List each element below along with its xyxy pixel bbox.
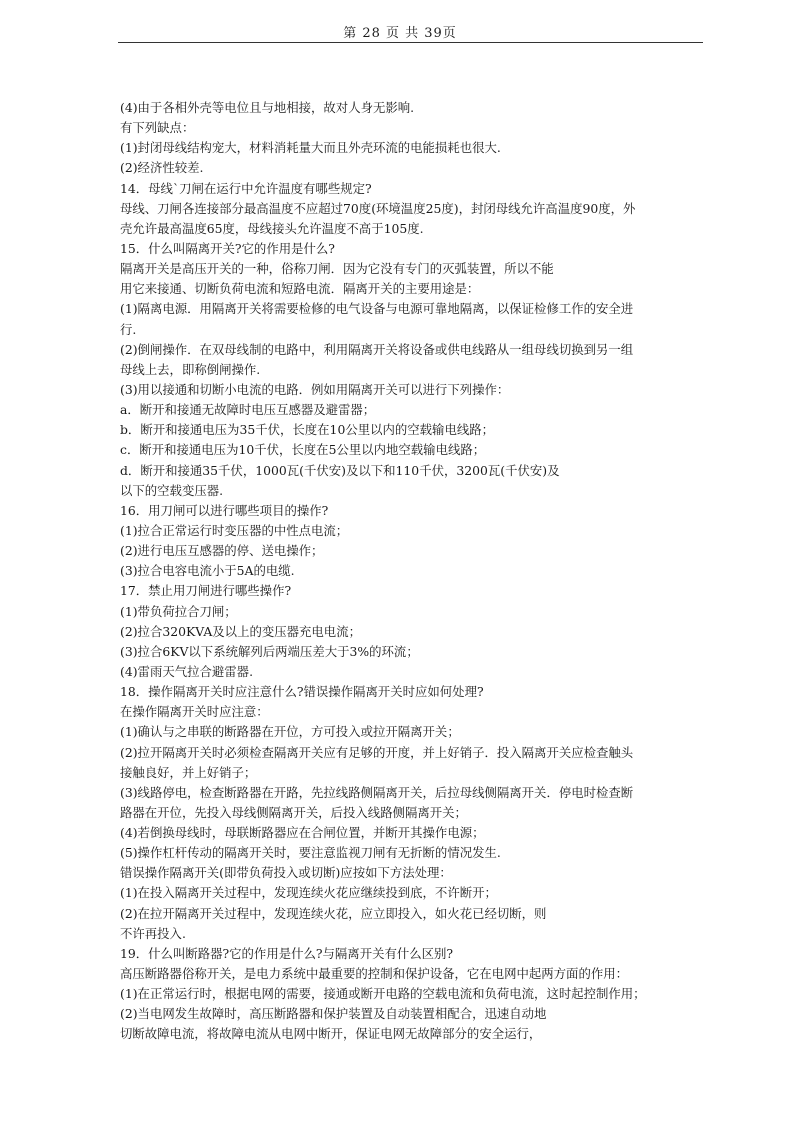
text-line: 有下列缺点： xyxy=(120,120,195,136)
text-line: 行. xyxy=(120,321,137,337)
text-line: (1)在正常运行时，根据电网的需要，接通或断开电路的空载电流和负荷电流，这时起控制作用； xyxy=(120,986,646,1002)
text-line: (2)在拉开隔离开关过程中，发现连续火花，应立即投入，如火花已经切断，则 xyxy=(120,905,547,921)
text-line: 接触良好，并上好销子； xyxy=(120,764,257,780)
question-heading: 17．禁止用刀闸进行哪些操作? xyxy=(120,583,292,599)
text-line: 在操作隔离开关时应注意： xyxy=(120,704,269,720)
text-line: (3)拉合6KV以下系统解列后两端压差大于3%的环流； xyxy=(120,643,419,659)
text-line: 用它来接通、切断负荷电流和短路电流．隔离开关的主要用途是： xyxy=(120,281,480,297)
text-line: (4)由于各相外壳等电位且与地相接，故对人身无影响. xyxy=(120,100,415,115)
text-line: (2)拉开隔离开关时必须检查隔离开关应有足够的开度，并上好销子．投入隔离开关应检查触头 xyxy=(120,744,634,760)
header-divider xyxy=(118,42,703,43)
text-line: 以下的空载变压器. xyxy=(120,482,224,498)
text-line: (1)确认与之串联的断路器在开位，方可投入或拉开隔离开关； xyxy=(120,724,460,740)
text-line: (3)拉合电容电流小于5A的电缆. xyxy=(120,563,295,579)
text-line: (2)进行电压互感器的停、送电操作； xyxy=(120,543,324,559)
text-line: (1)封闭母线结构宠大，材料消耗量大而且外壳环流的电能损耗也很大. xyxy=(120,140,501,156)
page-number-header: 第 28 页 共 39页 xyxy=(343,26,457,41)
text-line: 不许再投入. xyxy=(120,925,186,941)
document-body xyxy=(120,98,720,1045)
question-heading: 14．母线`刀闸在运行中允许温度有哪些规定? xyxy=(120,180,372,196)
text-line: (5)操作杠杆传动的隔离开关时，要注意监视刀闸有无折断的情况发生. xyxy=(120,845,501,861)
text-line: (3)线路停电，检查断路器在开路，先拉线路侧隔离开关，后拉母线侧隔离开关．停电时检查断 xyxy=(120,784,634,800)
text-line: a．断开和接通无故障时电压互感器及避雷器； xyxy=(120,402,376,418)
question-heading: 16．用刀闸可以进行哪些项目的操作? xyxy=(120,502,329,518)
text-line: (2)倒闸操作．在双母线制的电路中，利用隔离开关将设备或供电线路从一组母线切换到另一组 xyxy=(120,341,634,357)
text-line: 高压断路器俗称开关，是电力系统中最重要的控制和保护设备，它在电网中起两方面的作用： xyxy=(120,966,629,982)
text-line: (4)雷雨天气拉合避雷器. xyxy=(120,663,254,679)
question-heading: 18．操作隔离开关时应注意什么?错误操作隔离开关时应如何处理? xyxy=(120,684,484,700)
text-line: (1)拉合正常运行时变压器的中性点电流； xyxy=(120,522,349,538)
text-line: (2)拉合320KVA及以上的变压器充电电流； xyxy=(120,623,361,639)
text-line: 错误操作隔离开关(即带负荷投入或切断)应按如下方法处理： xyxy=(120,865,452,881)
text-line: 壳允许最高温度65度，母线接头允许温度不高于105度. xyxy=(120,220,424,236)
text-line: (2)经济性较差. xyxy=(120,160,204,176)
text-line: (1)在投入隔离开关过程中，发现连续火花应继续投到底，不许断开； xyxy=(120,885,497,901)
text-line: 母线、刀闸各连接部分最高温度不应超过70度(环境温度25度)，封闭母线允许高温度90度，外 xyxy=(120,200,636,216)
text-line: d．断开和接通35千伏，1000瓦(千伏安)及以下和110千伏，3200瓦(千伏安)及 xyxy=(120,462,560,478)
text-line: 母线上去，即称倒闸操作. xyxy=(120,361,261,377)
text-line: c．断开和接通电压为10千伏，长度在5公里以内地空载输电线路； xyxy=(120,442,486,458)
text-line: b．断开和接通电压为35千伏，长度在10公里以内的空载输电线路； xyxy=(120,422,495,438)
text-line: 切断故障电流，将故障电流从电网中断开，保证电网无故障部分的安全运行， xyxy=(120,1026,542,1042)
text-line: (1)隔离电源．用隔离开关将需要检修的电气设备与电源可靠地隔离，以保证检修工作的安全进 xyxy=(120,301,634,317)
text-line: (3)用以接通和切断小电流的电路．例如用隔离开关可以进行下列操作： xyxy=(120,381,510,397)
question-heading: 19．什么叫断路器?它的作用是什么?与隔离开关有什么区别? xyxy=(120,945,454,961)
text-line: (2)当电网发生故障时，高压断路器和保护装置及自动装置相配合，迅速自动地 xyxy=(120,1006,547,1022)
text-line: (1)带负荷拉合刀闸； xyxy=(120,603,237,619)
text-line: 隔离开关是高压开关的一种，俗称刀闸．因为它没有专门的灭弧装置，所以不能 xyxy=(120,261,554,277)
text-line: (4)若倒换母线时，母联断路器应在合闸位置，并断开其操作电源； xyxy=(120,825,485,841)
text-line: 路器在开位，先投入母线侧隔离开关，后投入线路侧隔离开关； xyxy=(120,804,467,820)
question-heading: 15．什么叫隔离开关?它的作用是什么? xyxy=(120,240,335,256)
